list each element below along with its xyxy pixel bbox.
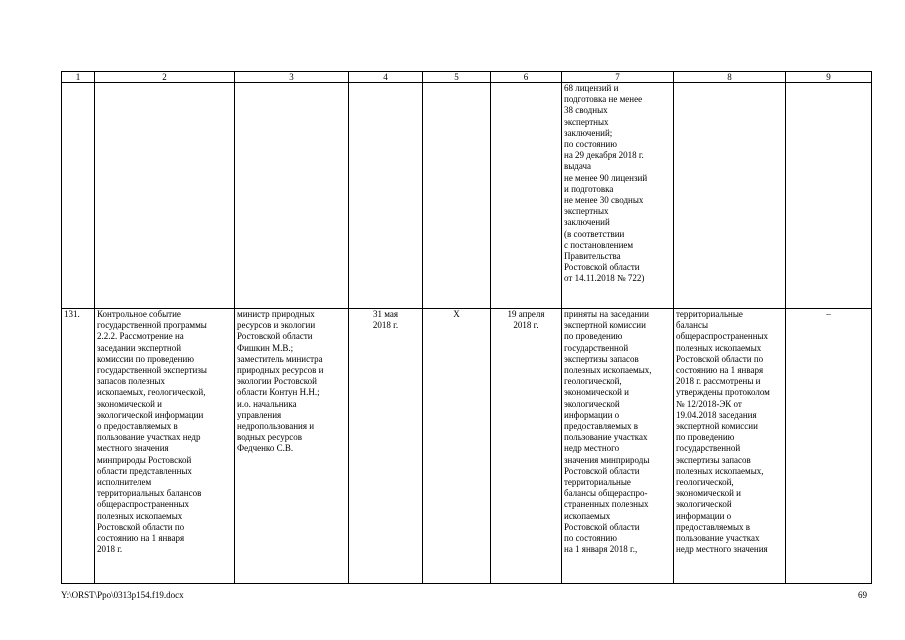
column-number: 2 xyxy=(95,72,235,83)
cell-row-number: 131. xyxy=(62,309,95,584)
cell-actual-date: 19 апреля 2018 г. xyxy=(491,309,562,584)
cell-expected-result: приняты на заседании экспертной комиссии по проведению государственной экспертизы запасов полезных ископаемых, геологической, экономической и экологической информации о предоставляемых в пользование участках недр местного значения минприроды Ростовской области территориальные балансы общераспро- страненных полезных ископаемых Ростовской области по состоянию на 1 января 2018 г., xyxy=(562,309,674,584)
column-number-row xyxy=(62,72,872,83)
column-number: 1 xyxy=(62,72,95,83)
column-number: 6 xyxy=(491,72,562,83)
cell-planned-date: 31 мая 2018 г. xyxy=(349,309,423,584)
cell-empty xyxy=(423,83,491,309)
cell-empty xyxy=(674,83,786,309)
column-number: 8 xyxy=(674,72,786,83)
column-number: 7 xyxy=(562,72,674,83)
column-number: 4 xyxy=(349,72,423,83)
cell-empty xyxy=(349,83,423,309)
cell-empty xyxy=(62,83,95,309)
table-row-131 xyxy=(62,309,872,584)
cell-actual-result: территориальные балансы общераспространенных полезных ископаемых Ростовской области по состоянию на 1 января 2018 г. рассмотрены и утверждены протоколом № 12/2018-ЭК от 19.04.2018 заседания экспертной комиссии по проведению государственной экспертизы запасов полезных ископаемых, геологической, экономической и экологической информации о предоставляемых в пользование участках недр местного значения xyxy=(674,309,786,584)
cell-event-name: Контрольное событие государственной программы 2.2.2. Рассмотрение на заседании экспертной комиссии по проведению государственной экспертизы запасов полезных ископаемых, геологической, экономической и экологической информации о предоставляемых в пользование участках недр местного значения минприроды Ростовской области представленных исполнителем территориальных балансов общераспространенных полезных ископаемых Ростовской области по состоянию на 1 января 2018 г. xyxy=(95,309,235,584)
report-table xyxy=(61,71,872,584)
column-number: 9 xyxy=(786,72,872,83)
cell-empty xyxy=(491,83,562,309)
column-number: 5 xyxy=(423,72,491,83)
footer-file-path: Y:\ORST\Ppo\0313p154.f19.docx xyxy=(61,590,184,600)
cell-expected-result-continued: 68 лицензий и подготовка не менее 38 сводных экспертных заключений; по состоянию на 29 декабря 2018 г. выдача не менее 90 лицензий и подготовка не менее 30 сводных экспертных заключений (в соответствии с постановлением Правительства Ростовской области от 14.11.2018 № 722) xyxy=(562,83,674,309)
cell-empty xyxy=(786,83,872,309)
cell-empty xyxy=(235,83,349,309)
table-row-continued xyxy=(62,83,872,309)
footer-page-number: 69 xyxy=(858,590,867,600)
cell-responsible: министр природных ресурсов и экологии Ростовской области Фишкин М.В.; заместитель министра природных ресурсов и экологии Ростовской области Контун Н.Н.; и.о. начальника управления недропользования и водных ресурсов Федченко С.В. xyxy=(235,309,349,584)
cell-x-mark: Х xyxy=(423,309,491,584)
cell-note: – xyxy=(786,309,872,584)
column-number: 3 xyxy=(235,72,349,83)
cell-empty xyxy=(95,83,235,309)
